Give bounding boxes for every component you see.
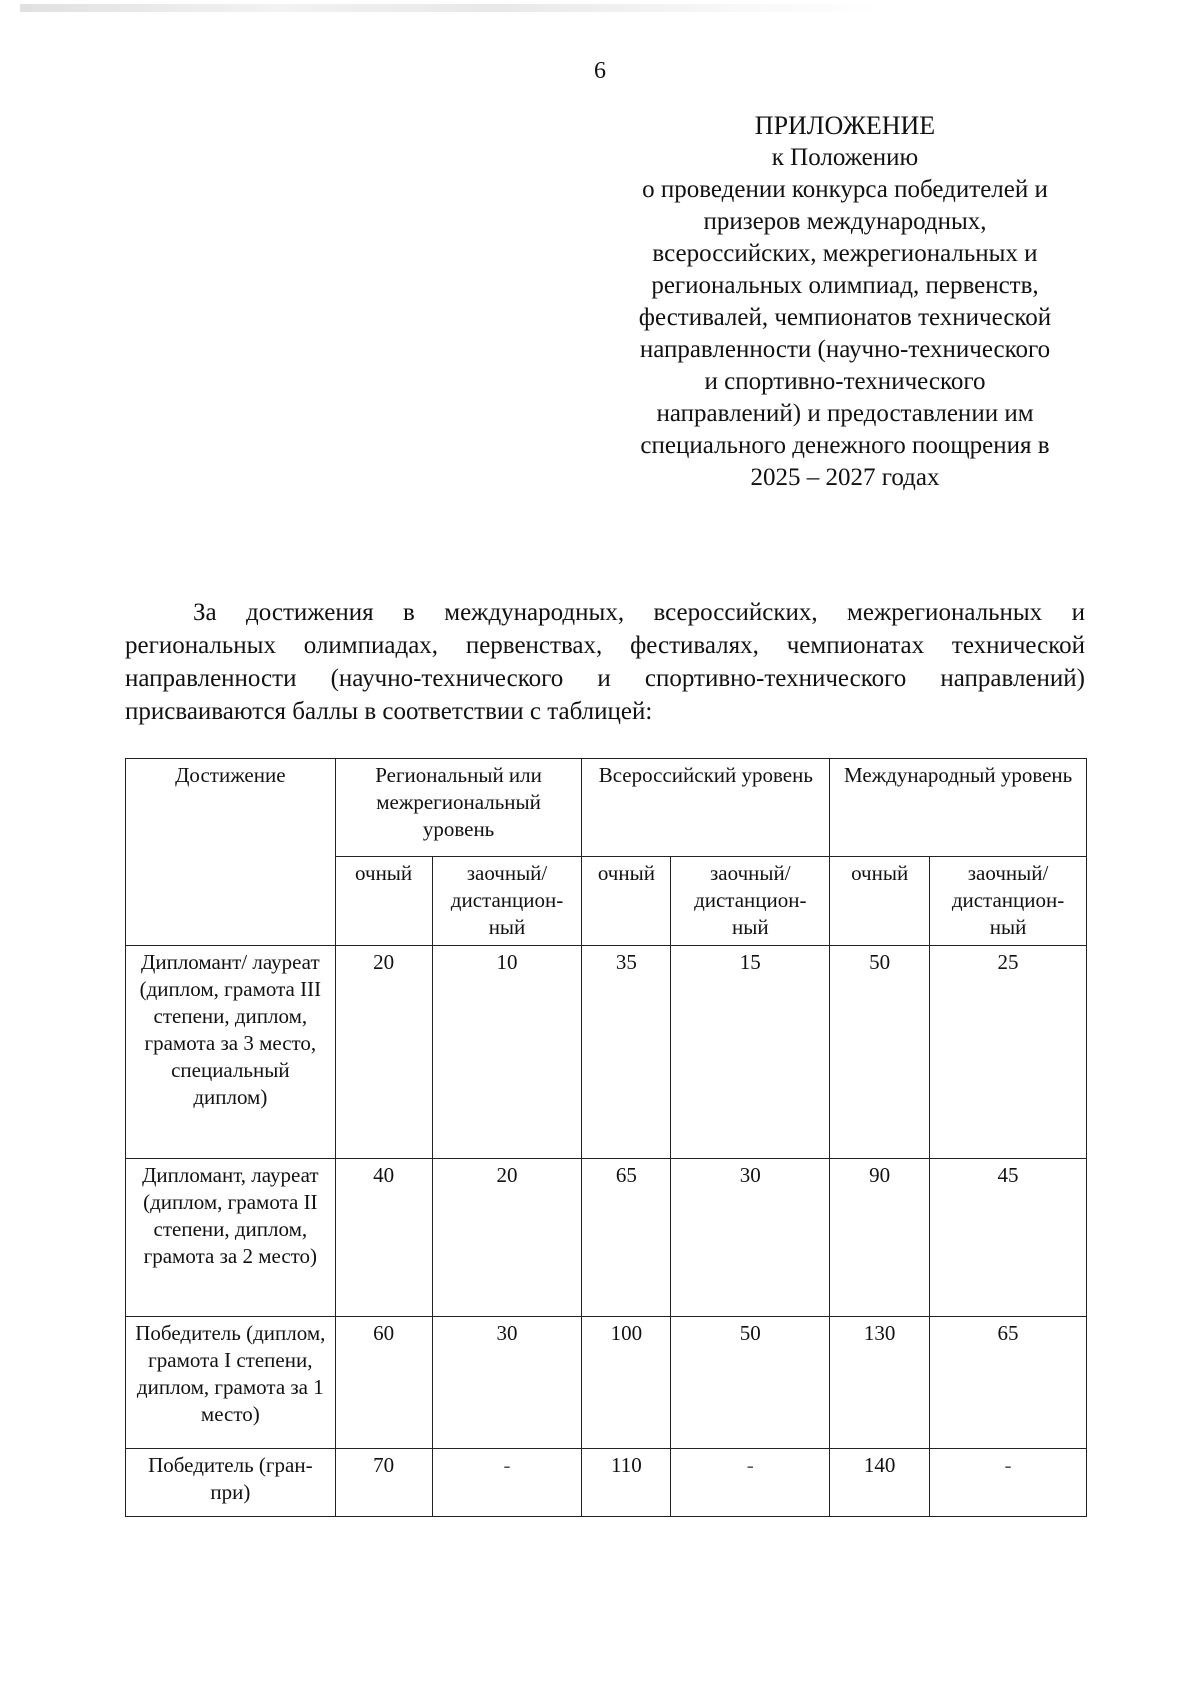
subheader-in-person: очный [335, 857, 432, 946]
appendix-line: о проведении конкурса победителей и [642, 176, 1048, 203]
intro-paragraph: За достижения в международных, всероссийских, межрегиональных и региональных олимпиадах, первенствах, фестивалях, чемпионатах технической направленности (научно-технического и спортивно-технического направлений) присваиваются баллы в соответствии с таблицей: [125, 599, 1085, 725]
achievement-cell: Дипломант, лауреат (диплом, грамота II степени, диплом, грамота за 2 место) [126, 1159, 336, 1317]
subheader-remote: заочный/ дистанцион-ный [930, 857, 1087, 946]
table-row [126, 1159, 1087, 1317]
score-cell: 110 [582, 1449, 671, 1517]
appendix-line: и спортивно-технического [704, 368, 986, 395]
score-cell: - [671, 1449, 830, 1517]
achievement-cell: Победитель (гран-при) [126, 1449, 336, 1517]
appendix-line: фестивалей, чемпионатов технической [638, 304, 1052, 331]
appendix-title: ПРИЛОЖЕНИЕ [754, 111, 936, 140]
appendix-line: направлений) и предоставлении им [656, 400, 1034, 427]
score-cell: 100 [582, 1317, 671, 1449]
achievement-cell: Дипломант/ лауреат (диплом, грамота III степени, диплом, грамота за 3 место, специальный диплом) [126, 946, 336, 1159]
table-row [126, 946, 1087, 1159]
appendix-line: призеров международных, [703, 208, 987, 235]
achievement-header: Достижение [126, 759, 336, 946]
score-cell: 20 [335, 946, 432, 1159]
score-cell: 130 [830, 1317, 930, 1449]
score-cell: 70 [335, 1449, 432, 1517]
score-cell: 45 [930, 1159, 1087, 1317]
score-cell: 35 [582, 946, 671, 1159]
score-cell: 10 [432, 946, 582, 1159]
subheader-remote: заочный/ дистанцион-ный [671, 857, 830, 946]
score-cell: 50 [671, 1317, 830, 1449]
score-cell: - [930, 1449, 1087, 1517]
appendix-heading [585, 110, 1105, 494]
subheader-in-person: очный [582, 857, 671, 946]
score-cell: 15 [671, 946, 830, 1159]
table-row [126, 1317, 1087, 1449]
table-header-row [126, 759, 1087, 857]
score-cell: 65 [930, 1317, 1087, 1449]
scan-edge-artifact [20, 4, 880, 12]
score-cell: 30 [432, 1317, 582, 1449]
appendix-line: всероссийских, межрегиональных и [652, 240, 1038, 267]
score-cell: 90 [830, 1159, 930, 1317]
score-cell: 140 [830, 1449, 930, 1517]
appendix-line: 2025 – 2027 годах [750, 464, 940, 491]
level-header-international: Международный уровень [830, 759, 1087, 857]
score-cell: - [432, 1449, 582, 1517]
score-cell: 20 [432, 1159, 582, 1317]
score-cell: 65 [582, 1159, 671, 1317]
appendix-line: к Положению [771, 144, 919, 171]
subheader-in-person: очный [830, 857, 930, 946]
score-cell: 40 [335, 1159, 432, 1317]
table-row [126, 1449, 1087, 1517]
appendix-line: региональных олимпиад, первенств, [651, 272, 1039, 299]
page-number: 6 [594, 58, 606, 84]
score-cell: 25 [930, 946, 1087, 1159]
scores-table [125, 758, 1087, 1517]
subheader-remote: заочный/ дистанцион-ный [432, 857, 582, 946]
score-cell: 60 [335, 1317, 432, 1449]
score-cell: 50 [830, 946, 930, 1159]
score-cell: 30 [671, 1159, 830, 1317]
achievement-cell: Победитель (диплом, грамота I степени, диплом, грамота за 1 место) [126, 1317, 336, 1449]
appendix-line: направленности (научно-технического [639, 336, 1051, 363]
level-header-regional: Региональный или межрегиональный уровень [335, 759, 582, 857]
level-header-national: Всероссийский уровень [582, 759, 830, 857]
appendix-line: специального денежного поощрения в [640, 432, 1050, 459]
